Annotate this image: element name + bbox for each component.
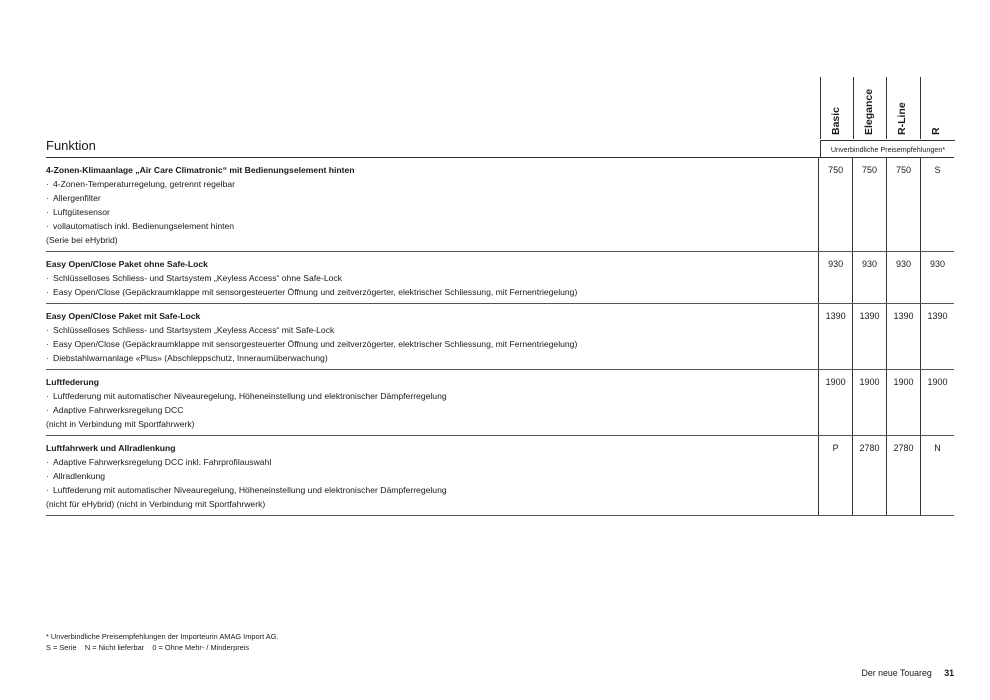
list-item: · Easy Open/Close (Gepäckraumklappe mit sensorgesteuerter Öffnung und zeitverzögerter, elektrischer Schliessung, mit Fernentriegelung): [46, 285, 818, 299]
table-row: [46, 158, 954, 252]
price-cell: 1390: [920, 304, 954, 370]
row-note: (Serie bei eHybrid): [46, 235, 118, 245]
row-title: Luftfahrwerk und Allradlenkung: [46, 443, 176, 453]
list-item: · Easy Open/Close (Gepäckraumklappe mit sensorgesteuerter Öffnung und zeitverzögerter, elektrischer Schliessung, mit Fernentriegelung): [46, 337, 818, 351]
list-item: · Allergenfilter: [46, 191, 818, 205]
price-cell: 2780: [853, 436, 887, 516]
footnotes: [46, 631, 279, 653]
row-title: Luftfederung: [46, 377, 99, 387]
price-cell: 750: [819, 158, 853, 252]
list-item: · Luftfederung mit automatischer Niveauregelung, Höheneinstellung und elektronischer Dämpferregelung: [46, 483, 818, 497]
table-row: [46, 252, 954, 304]
list-item: · vollautomatisch inkl. Bedienungselement hinten: [46, 219, 818, 233]
price-cell: 750: [887, 158, 921, 252]
row-description: [46, 252, 819, 304]
price-cell: 1900: [920, 370, 954, 436]
price-cell: 1390: [853, 304, 887, 370]
row-title: Easy Open/Close Paket ohne Safe-Lock: [46, 259, 208, 269]
list-item: · Luftgütesensor: [46, 205, 818, 219]
page-number: 31: [944, 668, 954, 678]
list-item: · Schlüsselloses Schliess- und Startsystem „Keyless Access“ mit Safe-Lock: [46, 323, 818, 337]
list-item: · Luftfederung mit automatischer Niveauregelung, Höheneinstellung und elektronischer Dämpferregelung: [46, 389, 818, 403]
price-cell: 930: [853, 252, 887, 304]
price-cell: 1900: [853, 370, 887, 436]
column-header-r-line: [886, 77, 919, 139]
price-cell: 2780: [887, 436, 921, 516]
price-cell: 750: [853, 158, 887, 252]
section-title: Funktion: [46, 138, 96, 153]
row-note: (nicht für eHybrid) (nicht in Verbindung mit Sportfahrwerk): [46, 499, 266, 509]
footnote-asterisk: * Unverbindliche Preisempfehlungen der Importeurin AMAG Import AG.: [46, 632, 279, 641]
row-description: [46, 436, 819, 516]
list-item: · Adaptive Fahrwerksregelung DCC inkl. Fahrprofilauswahl: [46, 455, 818, 469]
function-table: [46, 157, 954, 516]
row-title: 4-Zonen-Klimaanlage „Air Care Climatronic“ mit Bedienungselement hinten: [46, 165, 355, 175]
table-row: [46, 304, 954, 370]
price-cell: P: [819, 436, 853, 516]
list-item: · Diebstahlwarnanlage «Plus» (Abschleppschutz, Inneraumüberwachung): [46, 351, 818, 365]
column-header-basic: [820, 77, 853, 139]
row-description: [46, 370, 819, 436]
row-title: Easy Open/Close Paket mit Safe-Lock: [46, 311, 201, 321]
footer-label: Der neue Touareg: [861, 668, 932, 678]
footnote-legend: S = Serie N = Nicht lieferbar 0 = Ohne Mehr- / Minderpreis: [46, 643, 250, 652]
price-cell: 930: [819, 252, 853, 304]
price-cell: 930: [920, 252, 954, 304]
row-note: (nicht in Verbindung mit Sportfahrwerk): [46, 419, 195, 429]
list-item: · Schlüsselloses Schliess- und Startsystem „Keyless Access“ ohne Safe-Lock: [46, 271, 818, 285]
list-item: · Allradlenkung: [46, 469, 818, 483]
column-label: R: [930, 127, 942, 135]
price-note: Unverbindliche Preisempfehlungen*: [820, 140, 955, 157]
table-row: [46, 370, 954, 436]
table-row: [46, 436, 954, 516]
price-cell: N: [920, 436, 954, 516]
column-header-r: [920, 77, 953, 139]
price-cell: 1900: [887, 370, 921, 436]
price-cell: 1390: [887, 304, 921, 370]
list-item: · 4-Zonen-Temperaturregelung, getrennt regelbar: [46, 177, 818, 191]
price-cell: 1390: [819, 304, 853, 370]
list-item: · Adaptive Fahrwerksregelung DCC: [46, 403, 818, 417]
column-label: R-Line: [896, 102, 908, 135]
page-footer: [861, 668, 954, 678]
column-header-elegance: [853, 77, 886, 139]
price-cell: 930: [887, 252, 921, 304]
column-label: Elegance: [863, 88, 875, 135]
price-cell: S: [920, 158, 954, 252]
row-description: [46, 158, 819, 252]
column-label: Basic: [830, 106, 842, 135]
row-description: [46, 304, 819, 370]
price-cell: 1900: [819, 370, 853, 436]
